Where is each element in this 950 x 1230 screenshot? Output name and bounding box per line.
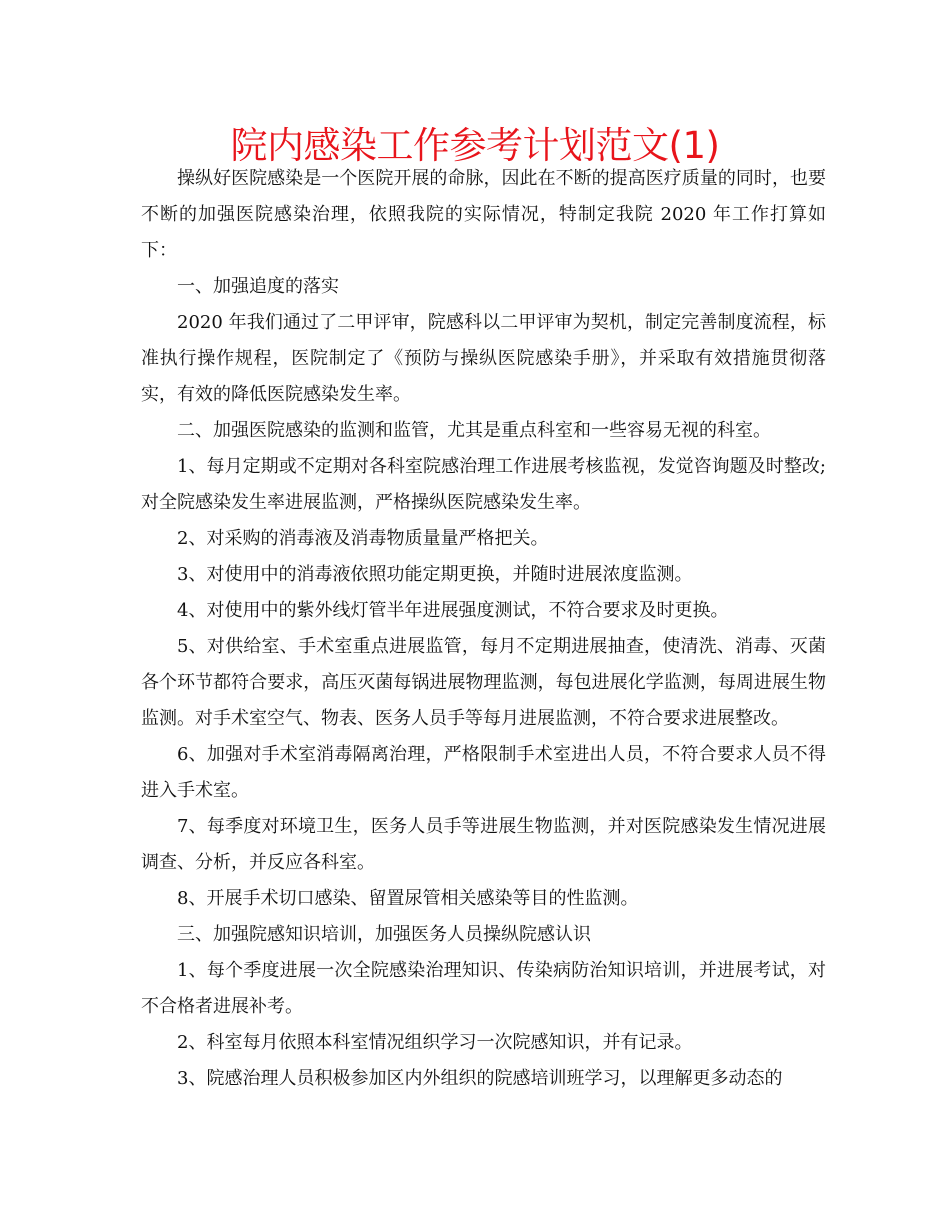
list-item-3-1: 1、每个季度进展一次全院感染治理知识、传染病防治知识培训，并进展考试，对不合格者进展补考。 — [141, 960, 826, 1017]
list-item-2-7: 7、每季度对环境卫生，医务人员手等进展生物监测，并对医院感染发生情况进展调查、分析，并反应各科室。 — [141, 816, 826, 873]
section-heading-2: 二、加强医院感染的监测和监管，尤其是重点科室和一些容易无视的科室。 — [177, 420, 771, 441]
list-item-3-3: 3、院感治理人员积极参加区内外组织的院感培训班学习，以理解更多动态的 — [177, 1068, 783, 1089]
paragraph-1: 2020 年我们通过了二甲评审，院感科以二甲评审为契机，制定完善制度流程，标准执行操作规程，医院制定了《预防与操纵医院感染手册》，并采取有效措施贯彻落实，有效的降低医院感染发生率。 — [141, 312, 826, 405]
list-item-2-5: 5、对供给室、手术室重点进展监管，每月不定期进展抽查，使清洗、消毒、灭菌各个环节都符合要求，高压灭菌每锅进展物理监测，每包进展化学监测，每周进展生物监测。对手术室空气、物表、医务人员手等每月进展监测，不符合要求进展整改。 — [141, 636, 826, 729]
paragraph-intro: 操纵好医院感染是一个医院开展的命脉，因此在不断的提高医疗质量的同时，也要不断的加强医院感染治理，依照我院的实际情况，特制定我院 2020 年工作打算如下： — [141, 168, 826, 261]
section-heading-1: 一、加强追度的落实 — [177, 276, 339, 297]
list-item-2-4: 4、对使用中的紫外线灯管半年进展强度测试，不符合要求及时更换。 — [177, 600, 729, 621]
document-body — [141, 161, 826, 1097]
section-heading-3: 三、加强院感知识培训，加强医务人员操纵院感认识 — [177, 924, 591, 945]
list-item-2-2: 2、对采购的消毒液及消毒物质量量严格把关。 — [177, 528, 549, 549]
document-title: 院内感染工作参考计划范文(1) — [230, 124, 720, 167]
list-item-2-8: 8、开展手术切口感染、留置尿管相关感染等目的性监测。 — [177, 888, 639, 909]
list-item-2-3: 3、对使用中的消毒液依照功能定期更换，并随时进展浓度监测。 — [177, 564, 693, 585]
list-item-2-6: 6、加强对手术室消毒隔离治理，严格限制手术室进出人员，不符合要求人员不得进入手术室。 — [141, 744, 826, 801]
list-item-2-1: 1、每月定期或不定期对各科室院感治理工作进展考核监视，发觉咨询题及时整改;对全院感染发生率进展监测，严格操纵医院感染发生率。 — [141, 456, 826, 513]
list-item-3-2: 2、科室每月依照本科室情况组织学习一次院感知识，并有记录。 — [177, 1032, 693, 1053]
